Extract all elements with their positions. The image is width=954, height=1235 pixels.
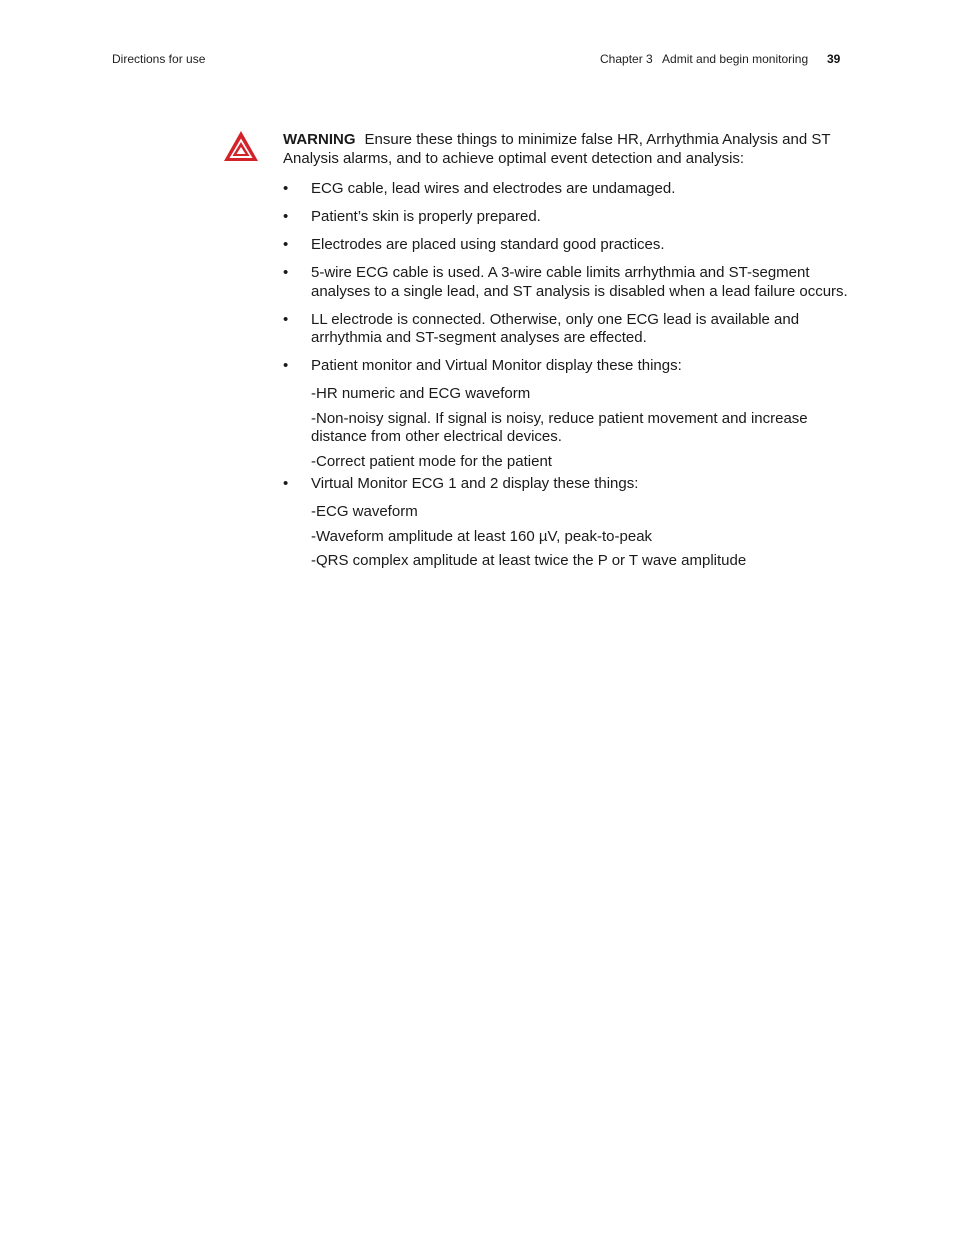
sub-item: -QRS complex amplitude at least twice the P or T wave amplitude xyxy=(311,552,747,569)
warning-paragraph xyxy=(283,131,848,168)
sub-item: -Non-noisy signal. If signal is noisy, reduce patient movement and increase distance from other electrical devices. xyxy=(311,409,808,445)
sub-item: -HR numeric and ECG waveform xyxy=(311,385,531,402)
list-item: • ECG cable, lead wires and electrodes are undamaged. xyxy=(283,180,676,197)
running-header-chapter: Chapter 3 Admit and begin monitoring xyxy=(600,52,809,66)
bullet-icon: • xyxy=(283,180,289,197)
sub-item: -Correct patient mode for the patient xyxy=(311,452,552,470)
list-item: • LL electrode is connected. Otherwise, only one ECG lead is available and arrhythmia and ST-segment analyses are effected. xyxy=(283,310,800,346)
check-list-2 xyxy=(283,475,848,494)
bullet-icon: • xyxy=(283,475,289,492)
bullet-icon: • xyxy=(283,264,289,281)
warning-text: Ensure these things to minimize false HR, Arrhythmia Analysis and ST Analysis alarms, and to achieve optimal event detection and analysis: xyxy=(283,131,831,167)
running-header-left: Directions for use xyxy=(112,52,206,66)
list-item: • 5-wire ECG cable is used. A 3-wire cable limits arrhythmia and ST-segment analyses to a single lead, and ST analysis is disabled when a lead failure occurs. xyxy=(283,264,848,300)
sub-item: -Waveform amplitude at least 160 µV, peak-to-peak xyxy=(311,527,653,545)
sub-item: -ECG waveform xyxy=(311,503,418,520)
bullet-icon: • xyxy=(283,236,289,253)
bullet-icon: • xyxy=(283,357,289,374)
bullet-icon: • xyxy=(283,310,289,328)
check-list xyxy=(283,180,848,376)
warning-triangle-icon xyxy=(222,129,260,163)
list-item: • Patient monitor and Virtual Monitor display these things: xyxy=(283,357,682,374)
warning-block xyxy=(283,131,848,577)
bullet-icon: • xyxy=(283,208,289,225)
list-item: • Electrodes are placed using standard good practices. xyxy=(283,236,665,253)
warning-label: WARNING xyxy=(283,131,356,148)
page-number: 39 xyxy=(827,52,841,66)
list-item: • Virtual Monitor ECG 1 and 2 display these things: xyxy=(283,475,639,492)
list-item: • Patient’s skin is properly prepared. xyxy=(283,208,541,225)
